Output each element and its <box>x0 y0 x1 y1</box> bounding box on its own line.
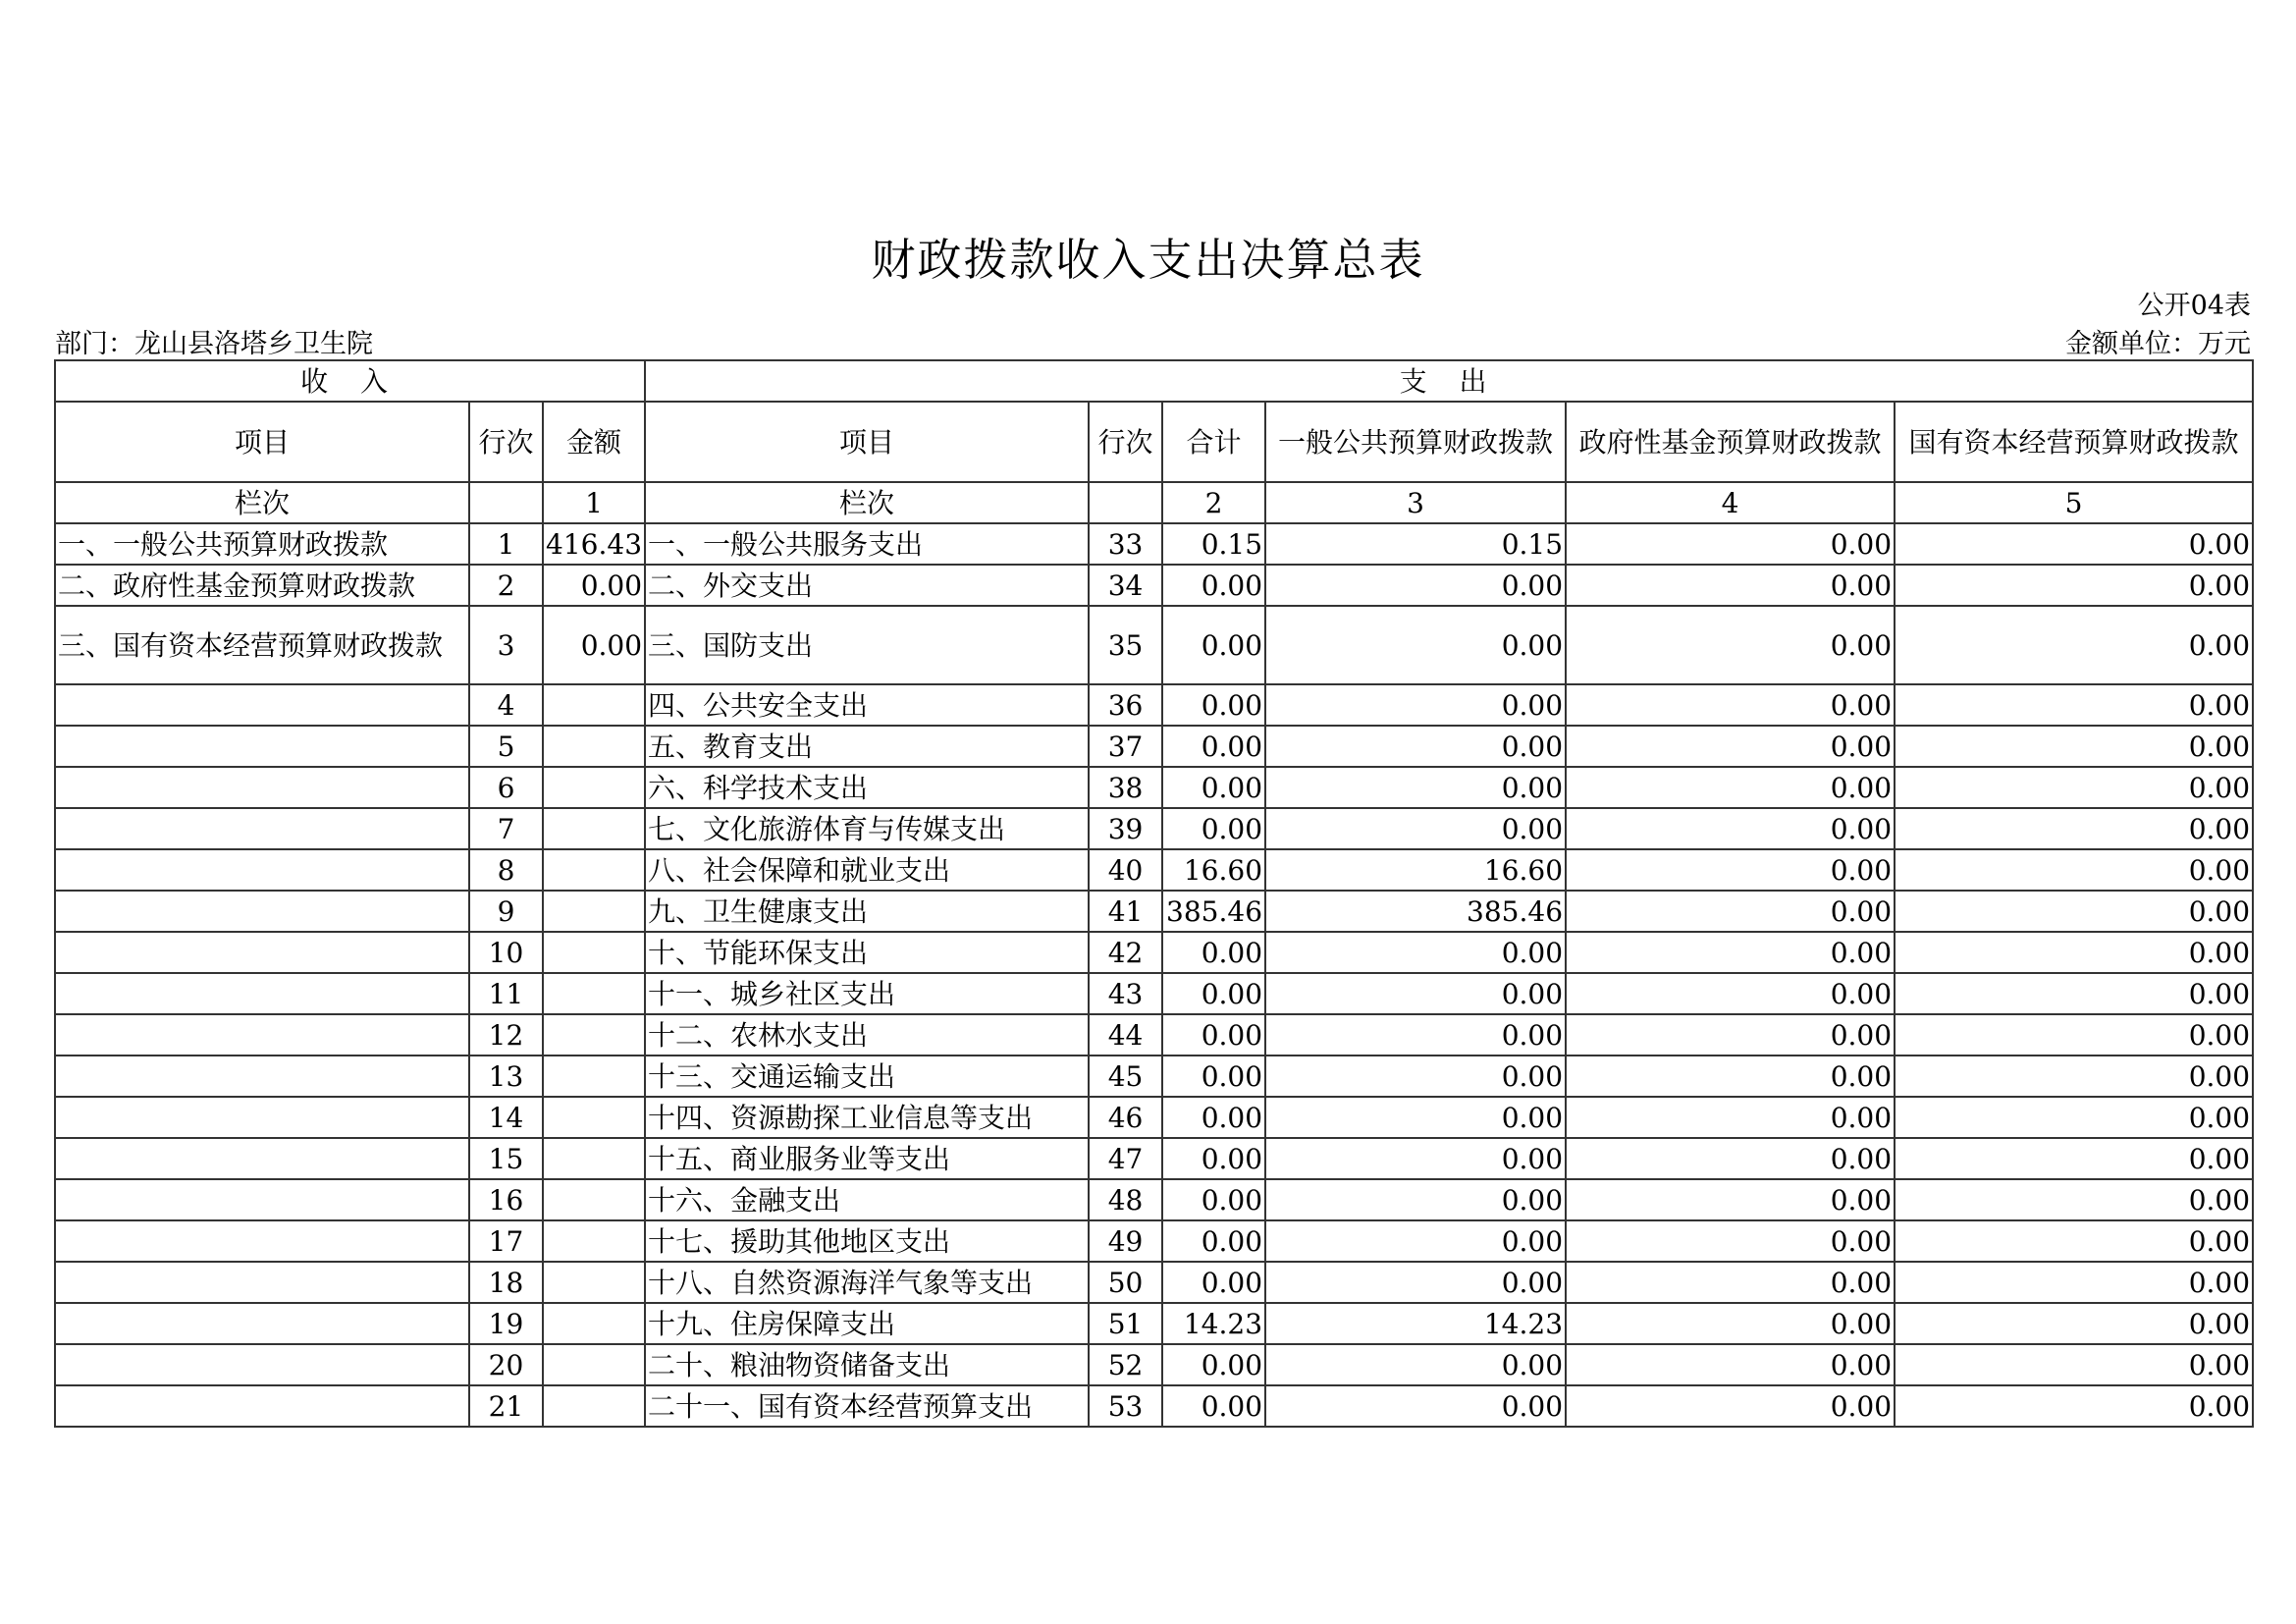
income-item-cell <box>55 1138 469 1179</box>
income-section-header: 收 入 <box>55 360 645 402</box>
total-cell: 0.00 <box>1162 1262 1265 1303</box>
state-capital-cell: 0.00 <box>1895 1138 2253 1179</box>
income-line-no-header: 行次 <box>469 402 543 482</box>
gov-fund-cell: 0.00 <box>1566 1179 1895 1220</box>
income-amount-header: 金额 <box>543 402 645 482</box>
income-item-cell <box>55 973 469 1014</box>
general-budget-cell: 0.00 <box>1265 973 1566 1014</box>
state-capital-cell: 0.00 <box>1895 523 2253 565</box>
state-capital-cell: 0.00 <box>1895 932 2253 973</box>
general-budget-cell: 0.00 <box>1265 1220 1566 1262</box>
total-header: 合计 <box>1162 402 1265 482</box>
income-item-cell <box>55 1220 469 1262</box>
income-amount-index: 1 <box>543 482 645 523</box>
income-line-no-index <box>469 482 543 523</box>
expense-item-cell: 七、文化旅游体育与传媒支出 <box>645 808 1089 849</box>
expense-line-no-cell: 40 <box>1089 849 1162 891</box>
table-row <box>55 1179 2253 1220</box>
expense-item-cell: 十九、住房保障支出 <box>645 1303 1089 1344</box>
expense-line-no-cell: 35 <box>1089 606 1162 684</box>
expense-line-no-cell: 45 <box>1089 1056 1162 1097</box>
income-amount-cell <box>543 1014 645 1056</box>
expense-col-index-label: 栏次 <box>645 482 1089 523</box>
expense-line-no-header: 行次 <box>1089 402 1162 482</box>
general-budget-cell: 0.00 <box>1265 565 1566 606</box>
income-item-cell <box>55 849 469 891</box>
expense-line-no-index <box>1089 482 1162 523</box>
state-capital-index: 5 <box>1895 482 2253 523</box>
total-cell: 0.00 <box>1162 726 1265 767</box>
total-cell: 16.60 <box>1162 849 1265 891</box>
state-capital-cell: 0.00 <box>1895 726 2253 767</box>
income-item-cell <box>55 726 469 767</box>
general-budget-cell: 0.00 <box>1265 1179 1566 1220</box>
income-line-no-cell: 4 <box>469 684 543 726</box>
income-amount-cell <box>543 1097 645 1138</box>
expense-line-no-cell: 33 <box>1089 523 1162 565</box>
income-line-no-cell: 7 <box>469 808 543 849</box>
total-cell: 0.00 <box>1162 808 1265 849</box>
gov-fund-cell: 0.00 <box>1566 1097 1895 1138</box>
income-line-no-cell: 17 <box>469 1220 543 1262</box>
income-amount-cell <box>543 932 645 973</box>
expense-line-no-cell: 53 <box>1089 1385 1162 1427</box>
gov-fund-header: 政府性基金预算财政拨款 <box>1566 402 1895 482</box>
income-line-no-cell: 12 <box>469 1014 543 1056</box>
gov-fund-cell: 0.00 <box>1566 891 1895 932</box>
income-item-cell <box>55 1262 469 1303</box>
table-row <box>55 1220 2253 1262</box>
income-item-cell <box>55 1303 469 1344</box>
income-amount-cell <box>543 973 645 1014</box>
income-amount-cell: 0.00 <box>543 565 645 606</box>
total-cell: 0.00 <box>1162 1014 1265 1056</box>
table-row <box>55 1385 2253 1427</box>
gov-fund-cell: 0.00 <box>1566 684 1895 726</box>
state-capital-cell: 0.00 <box>1895 1385 2253 1427</box>
state-capital-cell: 0.00 <box>1895 849 2253 891</box>
income-item-cell <box>55 1056 469 1097</box>
income-amount-cell <box>543 1138 645 1179</box>
general-budget-cell: 0.00 <box>1265 1138 1566 1179</box>
general-budget-cell: 0.00 <box>1265 808 1566 849</box>
gov-fund-cell: 0.00 <box>1566 1220 1895 1262</box>
income-line-no-cell: 6 <box>469 767 543 808</box>
expense-item-cell: 十七、援助其他地区支出 <box>645 1220 1089 1262</box>
income-line-no-cell: 20 <box>469 1344 543 1385</box>
table-row <box>55 1262 2253 1303</box>
expense-line-no-cell: 37 <box>1089 726 1162 767</box>
expense-line-no-cell: 38 <box>1089 767 1162 808</box>
expense-line-no-cell: 47 <box>1089 1138 1162 1179</box>
gov-fund-cell: 0.00 <box>1566 523 1895 565</box>
gov-fund-cell: 0.00 <box>1566 726 1895 767</box>
expense-item-cell: 十五、商业服务业等支出 <box>645 1138 1089 1179</box>
income-amount-cell: 416.43 <box>543 523 645 565</box>
state-capital-cell: 0.00 <box>1895 565 2253 606</box>
state-capital-cell: 0.00 <box>1895 1014 2253 1056</box>
total-cell: 0.00 <box>1162 1138 1265 1179</box>
income-line-no-cell: 5 <box>469 726 543 767</box>
expense-item-header: 项目 <box>645 402 1089 482</box>
total-cell: 385.46 <box>1162 891 1265 932</box>
income-line-no-cell: 21 <box>469 1385 543 1427</box>
income-amount-cell <box>543 1179 645 1220</box>
expense-item-cell: 五、教育支出 <box>645 726 1089 767</box>
state-capital-header: 国有资本经营预算财政拨款 <box>1895 402 2253 482</box>
state-capital-cell: 0.00 <box>1895 891 2253 932</box>
gov-fund-cell: 0.00 <box>1566 1344 1895 1385</box>
gov-fund-cell: 0.00 <box>1566 565 1895 606</box>
expense-line-no-cell: 52 <box>1089 1344 1162 1385</box>
general-budget-cell: 0.00 <box>1265 1344 1566 1385</box>
total-cell: 0.00 <box>1162 767 1265 808</box>
income-line-no-cell: 2 <box>469 565 543 606</box>
gov-fund-index: 4 <box>1566 482 1895 523</box>
gov-fund-cell: 0.00 <box>1566 1056 1895 1097</box>
expense-item-cell: 九、卫生健康支出 <box>645 891 1089 932</box>
department-label: 部门：龙山县洛塔乡卫生院 <box>55 329 373 359</box>
total-cell: 0.00 <box>1162 1179 1265 1220</box>
total-cell: 0.00 <box>1162 606 1265 684</box>
expense-item-cell: 十八、自然资源海洋气象等支出 <box>645 1262 1089 1303</box>
general-budget-cell: 16.60 <box>1265 849 1566 891</box>
state-capital-cell: 0.00 <box>1895 1097 2253 1138</box>
income-item-header: 项目 <box>55 402 469 482</box>
expense-section-header: 支 出 <box>645 360 2253 402</box>
income-item-cell: 三、国有资本经营预算财政拨款 <box>55 606 469 684</box>
income-item-cell <box>55 1097 469 1138</box>
expense-line-no-cell: 42 <box>1089 932 1162 973</box>
expense-line-no-cell: 48 <box>1089 1179 1162 1220</box>
income-line-no-cell: 8 <box>469 849 543 891</box>
income-amount-cell <box>543 808 645 849</box>
income-line-no-cell: 15 <box>469 1138 543 1179</box>
income-item-cell: 一、一般公共预算财政拨款 <box>55 523 469 565</box>
general-budget-cell: 0.00 <box>1265 1097 1566 1138</box>
gov-fund-cell: 0.00 <box>1566 1385 1895 1427</box>
income-item-cell: 二、政府性基金预算财政拨款 <box>55 565 469 606</box>
income-line-no-cell: 10 <box>469 932 543 973</box>
state-capital-cell: 0.00 <box>1895 808 2253 849</box>
income-amount-cell: 0.00 <box>543 606 645 684</box>
expense-line-no-cell: 44 <box>1089 1014 1162 1056</box>
table-row <box>55 891 2253 932</box>
general-budget-cell: 0.00 <box>1265 726 1566 767</box>
total-cell: 14.23 <box>1162 1303 1265 1344</box>
income-item-cell <box>55 1014 469 1056</box>
fiscal-summary-table <box>54 359 2254 1428</box>
table-row <box>55 932 2253 973</box>
table-row <box>55 606 2253 684</box>
income-amount-cell <box>543 684 645 726</box>
expense-line-no-cell: 43 <box>1089 973 1162 1014</box>
total-cell: 0.00 <box>1162 1220 1265 1262</box>
income-item-cell <box>55 932 469 973</box>
general-budget-cell: 0.00 <box>1265 1056 1566 1097</box>
expense-line-no-cell: 41 <box>1089 891 1162 932</box>
general-index: 3 <box>1265 482 1566 523</box>
gov-fund-cell: 0.00 <box>1566 932 1895 973</box>
state-capital-cell: 0.00 <box>1895 684 2253 726</box>
total-cell: 0.00 <box>1162 1056 1265 1097</box>
expense-item-cell: 二十一、国有资本经营预算支出 <box>645 1385 1089 1427</box>
income-amount-cell <box>543 849 645 891</box>
income-item-cell <box>55 684 469 726</box>
expense-item-cell: 十三、交通运输支出 <box>645 1056 1089 1097</box>
income-item-cell <box>55 1179 469 1220</box>
income-line-no-cell: 11 <box>469 973 543 1014</box>
total-cell: 0.15 <box>1162 523 1265 565</box>
total-cell: 0.00 <box>1162 565 1265 606</box>
general-budget-cell: 0.00 <box>1265 1262 1566 1303</box>
gov-fund-cell: 0.00 <box>1566 973 1895 1014</box>
expense-item-cell: 十二、农林水支出 <box>645 1014 1089 1056</box>
general-budget-cell: 0.00 <box>1265 684 1566 726</box>
income-amount-cell <box>543 891 645 932</box>
general-budget-cell: 14.23 <box>1265 1303 1566 1344</box>
total-cell: 0.00 <box>1162 973 1265 1014</box>
income-line-no-cell: 3 <box>469 606 543 684</box>
total-cell: 0.00 <box>1162 684 1265 726</box>
income-line-no-cell: 18 <box>469 1262 543 1303</box>
expense-line-no-cell: 34 <box>1089 565 1162 606</box>
income-amount-cell <box>543 1303 645 1344</box>
expense-item-cell: 六、科学技术支出 <box>645 767 1089 808</box>
income-amount-cell <box>543 1385 645 1427</box>
general-budget-cell: 0.00 <box>1265 767 1566 808</box>
table-row <box>55 1303 2253 1344</box>
income-line-no-cell: 14 <box>469 1097 543 1138</box>
income-amount-cell <box>543 1220 645 1262</box>
table-row <box>55 808 2253 849</box>
table-row <box>55 1138 2253 1179</box>
table-row <box>55 565 2253 606</box>
expense-item-cell: 一、一般公共服务支出 <box>645 523 1089 565</box>
gov-fund-cell: 0.00 <box>1566 1303 1895 1344</box>
table-row <box>55 849 2253 891</box>
table-row <box>55 726 2253 767</box>
total-cell: 0.00 <box>1162 1097 1265 1138</box>
income-amount-cell <box>543 1056 645 1097</box>
expense-item-cell: 十四、资源勘探工业信息等支出 <box>645 1097 1089 1138</box>
table-row <box>55 973 2253 1014</box>
general-budget-cell: 385.46 <box>1265 891 1566 932</box>
general-budget-cell: 0.00 <box>1265 1014 1566 1056</box>
expense-line-no-cell: 50 <box>1089 1262 1162 1303</box>
amount-unit-label: 金额单位：万元 <box>2065 329 2251 359</box>
total-cell: 0.00 <box>1162 932 1265 973</box>
state-capital-cell: 0.00 <box>1895 767 2253 808</box>
expense-line-no-cell: 51 <box>1089 1303 1162 1344</box>
expense-item-cell: 十一、城乡社区支出 <box>645 973 1089 1014</box>
gov-fund-cell: 0.00 <box>1566 606 1895 684</box>
expense-item-cell: 十、节能环保支出 <box>645 932 1089 973</box>
table-row <box>55 523 2253 565</box>
gov-fund-cell: 0.00 <box>1566 1014 1895 1056</box>
state-capital-cell: 0.00 <box>1895 1344 2253 1385</box>
gov-fund-cell: 0.00 <box>1566 849 1895 891</box>
state-capital-cell: 0.00 <box>1895 973 2253 1014</box>
gov-fund-cell: 0.00 <box>1566 1138 1895 1179</box>
state-capital-cell: 0.00 <box>1895 1303 2253 1344</box>
general-budget-cell: 0.00 <box>1265 606 1566 684</box>
expense-line-no-cell: 36 <box>1089 684 1162 726</box>
table-row <box>55 1014 2253 1056</box>
income-col-index-label: 栏次 <box>55 482 469 523</box>
total-cell: 0.00 <box>1162 1344 1265 1385</box>
total-cell: 0.00 <box>1162 1385 1265 1427</box>
general-budget-cell: 0.00 <box>1265 932 1566 973</box>
income-item-cell <box>55 767 469 808</box>
income-item-cell <box>55 1385 469 1427</box>
table-row <box>55 1056 2253 1097</box>
state-capital-cell: 0.00 <box>1895 1179 2253 1220</box>
gov-fund-cell: 0.00 <box>1566 767 1895 808</box>
income-amount-cell <box>543 1344 645 1385</box>
table-row <box>55 1097 2253 1138</box>
expense-line-no-cell: 46 <box>1089 1097 1162 1138</box>
income-line-no-cell: 13 <box>469 1056 543 1097</box>
general-budget-cell: 0.15 <box>1265 523 1566 565</box>
table-row <box>55 767 2253 808</box>
expense-item-cell: 八、社会保障和就业支出 <box>645 849 1089 891</box>
expense-item-cell: 二十、粮油物资储备支出 <box>645 1344 1089 1385</box>
expense-item-cell: 四、公共安全支出 <box>645 684 1089 726</box>
expense-line-no-cell: 49 <box>1089 1220 1162 1262</box>
state-capital-cell: 0.00 <box>1895 1262 2253 1303</box>
expense-item-cell: 三、国防支出 <box>645 606 1089 684</box>
income-item-cell <box>55 891 469 932</box>
expense-item-cell: 十六、金融支出 <box>645 1179 1089 1220</box>
table-row <box>55 1344 2253 1385</box>
state-capital-cell: 0.00 <box>1895 1056 2253 1097</box>
general-budget-header: 一般公共预算财政拨款 <box>1265 402 1566 482</box>
expense-line-no-cell: 39 <box>1089 808 1162 849</box>
income-amount-cell <box>543 726 645 767</box>
income-line-no-cell: 16 <box>469 1179 543 1220</box>
state-capital-cell: 0.00 <box>1895 606 2253 684</box>
expense-item-cell: 二、外交支出 <box>645 565 1089 606</box>
income-line-no-cell: 19 <box>469 1303 543 1344</box>
income-line-no-cell: 9 <box>469 891 543 932</box>
page-title: 财政拨款收入支出决算总表 <box>871 234 1425 286</box>
income-item-cell <box>55 808 469 849</box>
gov-fund-cell: 0.00 <box>1566 808 1895 849</box>
general-budget-cell: 0.00 <box>1265 1385 1566 1427</box>
income-item-cell <box>55 1344 469 1385</box>
gov-fund-cell: 0.00 <box>1566 1262 1895 1303</box>
income-line-no-cell: 1 <box>469 523 543 565</box>
state-capital-cell: 0.00 <box>1895 1220 2253 1262</box>
table-row <box>55 684 2253 726</box>
income-amount-cell <box>543 1262 645 1303</box>
income-amount-cell <box>543 767 645 808</box>
total-index: 2 <box>1162 482 1265 523</box>
form-number: 公开04表 <box>2137 291 2251 321</box>
